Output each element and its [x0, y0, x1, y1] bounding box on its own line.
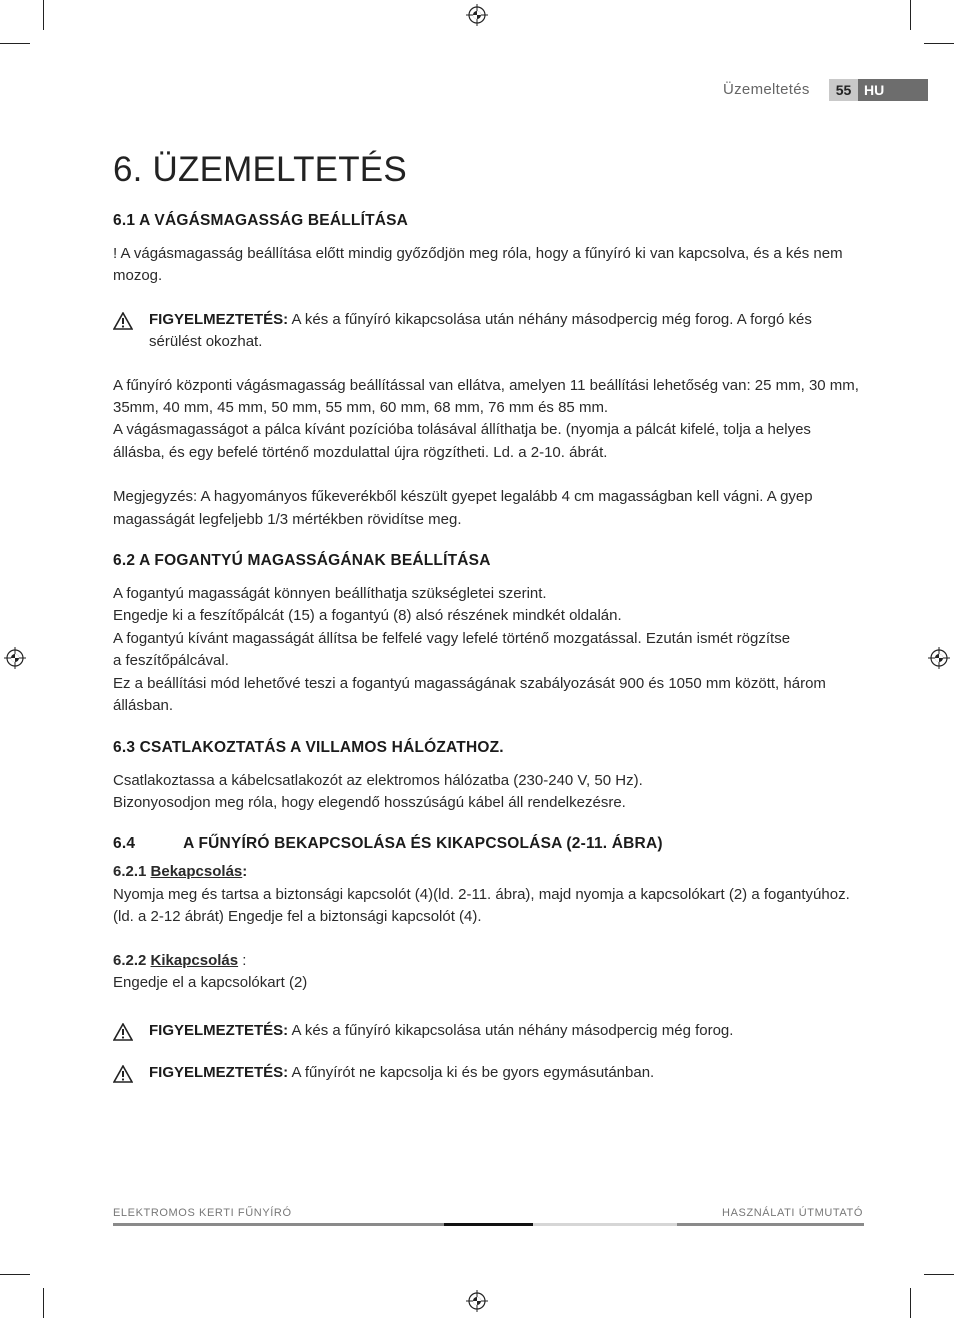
registration-mark-icon	[4, 647, 26, 669]
registration-mark-icon	[928, 647, 950, 669]
section-heading-6-1: 6.1 A VÁGÁSMAGASSÁG BEÁLLÍTÁSA	[113, 212, 409, 229]
paragraph-line: Bizonyosodjon meg róla, hogy elegendő hosszúságú kábel áll rendelkezésre.	[113, 793, 626, 811]
crop-mark	[43, 0, 44, 30]
paragraph: ! A vágásmagasság beállítása előtt mindig győződjön meg róla, hogy a fűnyíró ki van kapcsolva, és a kés nem mozog.	[113, 245, 843, 285]
running-header: Üzemeltetés	[723, 81, 810, 98]
subsection-heading	[113, 950, 865, 972]
warning-text: A fűnyírót ne kapcsolja ki és be gyors egymásutánban.	[288, 1063, 655, 1081]
paragraph: Nyomja meg és tartsa a biztonsági kapcsolót (4)(ld. 2-11. ábra), majd nyomja a kapcsolókart (2) a fogantyúhoz. (ld. a 2-12 ábrát) Engedje fel a biztonsági kapcsolót (4).	[113, 885, 850, 926]
section-heading-6-3: 6.3 CSATLAKOZTATÁS A VILLAMOS HÁLÓZATHOZ.	[113, 738, 504, 756]
section-number: 6.4	[113, 835, 136, 853]
note-paragraph: Megjegyzés: A hagyományos fűkeverékből készült gyepet legalább 4 cm magasságban kell vágni. A gyep magasságát legfeljebb 1/3 mértékben rövidítse meg.	[113, 488, 813, 528]
paragraph: A fűnyíró központi vágásmagasság beállítással van ellátva, amelyen 11 beállítási lehetőség van: 25 mm, 30 mm, 35mm, 40 mm, 45 mm, 50 mm, 55 mm, 60 mm, 68 mm, 76 mm és 85 mm.	[113, 376, 859, 417]
warning-note	[113, 1062, 865, 1084]
warning-triangle-icon	[113, 1065, 133, 1083]
registration-mark-icon	[466, 4, 488, 26]
footer-bar	[113, 1223, 444, 1226]
warning-text: A kés a fűnyíró kikapcsolása után néhány másodpercig még forog.	[288, 1022, 734, 1040]
warning-note	[113, 1020, 865, 1042]
section-title: A FŰNYÍRÓ BEKAPCSOLÁSA ÉS KIKAPCSOLÁSA (2-11. ÁBRA)	[183, 835, 663, 853]
paragraph-line: Engedje ki a feszítőpálcát (15) a fogantyú (8) alsó részének mindkét oldalán.	[113, 607, 622, 625]
crop-mark	[924, 43, 954, 44]
paragraph: Engedje el a kapcsolókart (2)	[113, 973, 308, 991]
warning-triangle-icon	[113, 1023, 133, 1041]
paragraph-line: Csatlakoztassa a kábelcsatlakozót az elektromos hálózatba (230-240 V, 50 Hz).	[113, 771, 643, 789]
crop-mark	[910, 0, 911, 30]
warning-label: FIGYELMEZTETÉS:	[149, 1022, 289, 1040]
subsection-heading	[113, 861, 865, 883]
warning-label: FIGYELMEZTETÉS:	[149, 1063, 289, 1081]
warning-triangle-icon	[113, 312, 133, 330]
warning-label: FIGYELMEZTETÉS:	[149, 310, 289, 328]
footer-product: ELEKTROMOS KERTI FŰNYÍRÓ	[113, 1207, 292, 1219]
paragraph-line: Ez a beállítási mód lehetővé teszi a fogantyú magasságának szabályozását 900 és 1050 mm között, három állásban.	[113, 674, 826, 715]
footer-bar	[533, 1223, 677, 1226]
crop-mark	[0, 1274, 30, 1275]
footer-document: HASZNÁLATI ÚTMUTATÓ	[722, 1207, 863, 1219]
registration-mark-icon	[466, 1290, 488, 1312]
subsection-suffix: :	[242, 863, 248, 881]
subsection-title: Bekapcsolás	[150, 863, 243, 881]
section-heading-6-2: 6.2 A FOGANTYÚ MAGASSÁGÁNAK BEÁLLÍTÁSA	[113, 552, 491, 570]
footer-bar	[677, 1223, 864, 1226]
paragraph-line: A fogantyú magasságát könnyen beállíthatja szükségletei szerint.	[113, 585, 547, 603]
language-code: HU	[864, 82, 885, 98]
paragraph: A vágásmagasságot a pálca kívánt pozícióba tolásával állíthatja be. (nyomja a pálcát kifelé, tolja a helyes állásba, és egy befelé történő mozdulattal újra rögzítheti. Ld. a 2-10. ábrát.	[113, 421, 811, 461]
page-number: 55	[829, 79, 858, 101]
warning-note	[113, 309, 865, 354]
subsection-suffix: :	[238, 951, 247, 969]
subsection-number: 6.2.1	[113, 863, 151, 881]
crop-mark	[924, 1274, 954, 1275]
section-heading-6-4	[113, 835, 865, 853]
paragraph-line: A fogantyú kívánt magasságát állítsa be felfelé vagy lefelé történő mozgatással. Ezután ismét rögzítse	[113, 629, 791, 647]
crop-mark	[0, 43, 30, 44]
subsection-number: 6.2.2	[113, 951, 151, 969]
page-content	[113, 150, 865, 1084]
paragraph-line: a feszítőpálcával.	[113, 652, 229, 670]
footer-bar	[444, 1223, 533, 1226]
crop-mark	[910, 1288, 911, 1318]
warning-text: A kés a fűnyíró kikapcsolása után néhány másodpercig még forog. A forgó kés sérülést okozhat.	[149, 310, 812, 351]
page-title: 6. ÜZEMELTETÉS	[113, 150, 407, 189]
crop-mark	[43, 1288, 44, 1318]
subsection-title: Kikapcsolás	[150, 951, 239, 969]
